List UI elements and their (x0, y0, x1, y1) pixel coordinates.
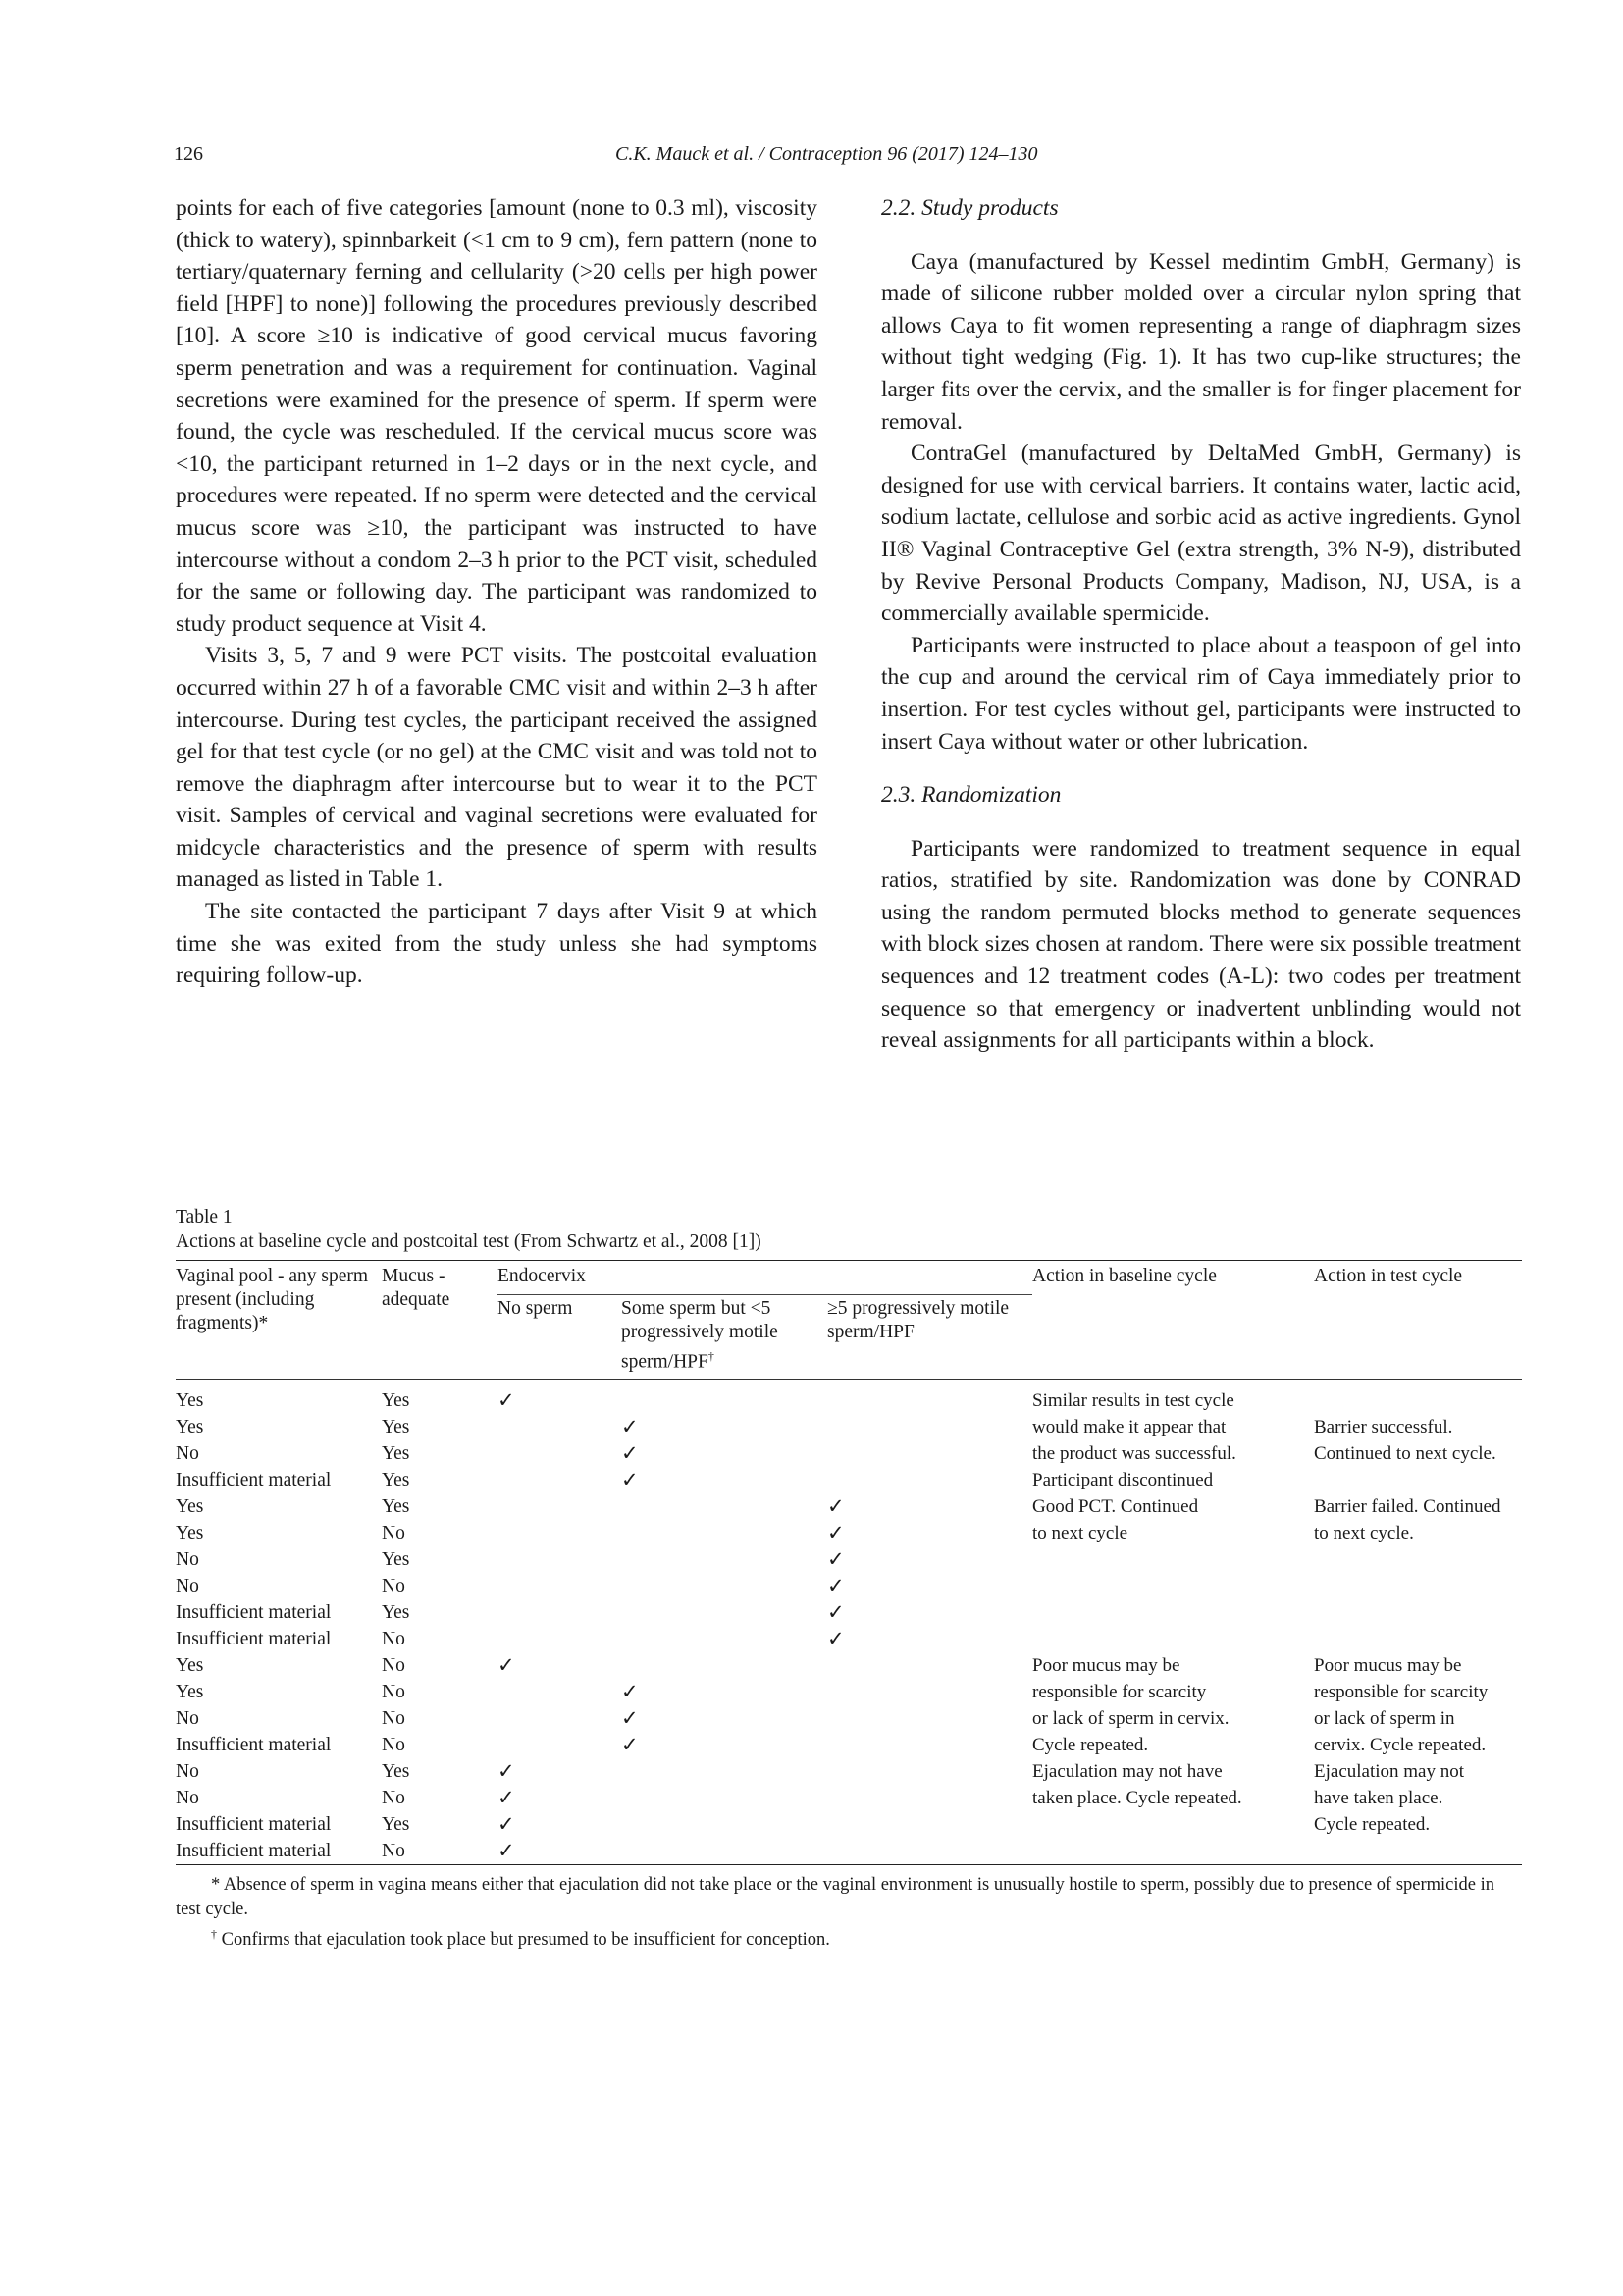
cell-test (1314, 1546, 1522, 1573)
cell-vaginal: No (176, 1575, 199, 1596)
cell-test: Barrier successful. (1314, 1416, 1453, 1437)
left-column (176, 192, 817, 992)
check-icon (621, 1838, 827, 1865)
cell-baseline: Ejaculation may not have (1032, 1760, 1223, 1782)
check-icon: ✓ (621, 1732, 639, 1756)
body-paragraph: Participants were instructed to place about a teaspoon of gel into the cup and around the cervical rim of Caya immediately prior to insertion. For test cycles without gel, participants were instructed to insert Caya without water or other lubrication. (881, 632, 1521, 755)
table-row (176, 1467, 1522, 1493)
table-caption: Actions at baseline cycle and postcoital test (From Schwartz et al., 2008 [1]) (176, 1231, 761, 1252)
header-no-sperm: No sperm (497, 1298, 573, 1319)
check-icon (621, 1626, 827, 1652)
cell-mucus: Yes (382, 1495, 410, 1517)
header-vaginal-pool: Vaginal pool - any sperm present (including fragments)* (176, 1266, 369, 1333)
body-paragraph: ContraGel (manufactured by DeltaMed GmbH, Germany) is designed for use with cervical barriers. It contains water, lactic acid, sodium lactate, cellulose and sorbic acid as active ingredients. Gynol II® Vaginal Contraceptive Gel (extra strength, 3% N-9), distributed by Revive Personal Products Company, Madison, NJ, USA, is a commercially available spermicide. (881, 441, 1521, 627)
body-paragraph: The site contacted the participant 7 days after Visit 9 at which time she was exited from the study unless she had symptoms requiring follow-up. (176, 899, 817, 989)
table-row (176, 1440, 1522, 1467)
cell-mucus: Yes (382, 1760, 410, 1782)
check-icon (621, 1758, 827, 1785)
table-row (176, 1573, 1522, 1599)
check-icon (621, 1573, 827, 1599)
check-icon (827, 1811, 1032, 1838)
check-icon (621, 1599, 827, 1626)
check-icon (827, 1467, 1032, 1493)
cell-baseline: Participant discontinued (1032, 1469, 1214, 1490)
table-1 (176, 1205, 1522, 1953)
cell-baseline: Cycle repeated. (1032, 1734, 1149, 1755)
check-icon (827, 1652, 1032, 1679)
cell-vaginal: Yes (176, 1495, 204, 1517)
check-icon (827, 1838, 1032, 1865)
footnote-dagger: † Confirms that ejaculation took place but presumed to be insufficient for conception. (211, 1926, 830, 1950)
cell-vaginal: Insufficient material (176, 1601, 332, 1623)
table-row (176, 1679, 1522, 1705)
cell-mucus: No (382, 1628, 405, 1649)
check-icon (827, 1440, 1032, 1467)
cell-vaginal: Insufficient material (176, 1840, 332, 1861)
table-row (176, 1493, 1522, 1520)
check-icon (497, 1520, 621, 1546)
cell-mucus: No (382, 1522, 405, 1543)
check-icon (621, 1493, 827, 1520)
running-head: C.K. Mauck et al. / Contraception 96 (2017) 124–130 (615, 143, 1038, 165)
check-icon: ✓ (827, 1626, 845, 1650)
cell-test: Cycle repeated. (1314, 1813, 1431, 1835)
cell-mucus: No (382, 1654, 405, 1676)
right-column (881, 192, 1521, 1057)
check-icon: ✓ (827, 1599, 845, 1624)
check-icon (497, 1599, 621, 1626)
section-heading: 2.3. Randomization (881, 782, 1062, 809)
cell-baseline: the product was successful. (1032, 1442, 1236, 1464)
cell-baseline: taken place. Cycle repeated. (1032, 1787, 1242, 1808)
check-icon (827, 1705, 1032, 1732)
check-icon: ✓ (827, 1573, 845, 1597)
table-row (176, 1758, 1522, 1785)
cell-baseline (1032, 1599, 1314, 1626)
check-icon (497, 1732, 621, 1758)
cell-test: responsible for scarcity (1314, 1681, 1489, 1702)
check-icon (827, 1679, 1032, 1705)
check-icon (621, 1652, 827, 1679)
cell-baseline (1032, 1838, 1314, 1865)
check-icon (827, 1758, 1032, 1785)
footnote-asterisk: * Absence of sperm in vagina means either that ejaculation did not take place or the vaginal environment is unusually hostile to sperm, possibly due to presence of spermicide in test cycle. (176, 1874, 1495, 1919)
cell-test: or lack of sperm in (1314, 1707, 1455, 1729)
check-icon: ✓ (497, 1758, 515, 1783)
cell-vaginal: Insufficient material (176, 1469, 332, 1490)
cell-test: to next cycle. (1314, 1522, 1414, 1543)
table-label: Table 1 (176, 1207, 233, 1227)
cell-vaginal: Yes (176, 1389, 204, 1411)
check-icon (621, 1546, 827, 1573)
cell-vaginal: Insufficient material (176, 1734, 332, 1755)
body-paragraph: Visits 3, 5, 7 and 9 were PCT visits. The postcoital evaluation occurred within 27 h of a favorable CMC visit and within 2–3 h after intercourse. During test cycles, the participant received the assigned gel for that test cycle (or no gel) at the CMC visit and was told not to remove the diaphragm after intercourse but to wear it to the PCT visit. Samples of cervical and vaginal secretions were evaluated for midcycle characteristics and the presence of sperm with results managed as listed in Table 1. (176, 643, 817, 893)
cell-baseline (1032, 1811, 1314, 1838)
cell-test (1314, 1838, 1522, 1865)
cell-mucus: Yes (382, 1442, 410, 1464)
cell-mucus: No (382, 1787, 405, 1808)
cell-vaginal: No (176, 1787, 199, 1808)
cell-test (1314, 1599, 1522, 1626)
check-icon (621, 1379, 827, 1414)
check-icon: ✓ (497, 1811, 515, 1836)
header-test-action: Action in test cycle (1314, 1266, 1463, 1286)
cell-test (1314, 1626, 1522, 1652)
actions-table (176, 1260, 1522, 1865)
cell-baseline: Poor mucus may be (1032, 1654, 1180, 1676)
cell-vaginal: No (176, 1707, 199, 1729)
cell-vaginal: Insufficient material (176, 1628, 332, 1649)
cell-mucus: Yes (382, 1416, 410, 1437)
header-five-plus: ≥5 progressively motile sperm/HPF (827, 1298, 1010, 1342)
check-icon: ✓ (827, 1546, 845, 1571)
check-icon (497, 1573, 621, 1599)
cell-vaginal: Yes (176, 1654, 204, 1676)
check-icon (497, 1440, 621, 1467)
cell-vaginal: Insufficient material (176, 1813, 332, 1835)
cell-mucus: No (382, 1681, 405, 1702)
table-row (176, 1785, 1522, 1811)
check-icon (497, 1493, 621, 1520)
check-icon: ✓ (497, 1838, 515, 1862)
cell-baseline: Similar results in test cycle (1032, 1389, 1234, 1411)
table-row (176, 1732, 1522, 1758)
section-heading: 2.2. Study products (881, 195, 1059, 221)
table-row (176, 1811, 1522, 1838)
cell-test: Ejaculation may not (1314, 1760, 1465, 1782)
check-icon: ✓ (827, 1520, 845, 1544)
check-icon: ✓ (497, 1652, 515, 1677)
table-row (176, 1599, 1522, 1626)
cell-baseline: would make it appear that (1032, 1416, 1227, 1437)
cell-test: Continued to next cycle. (1314, 1442, 1496, 1464)
check-icon (621, 1520, 827, 1546)
body-paragraph: Participants were randomized to treatment sequence in equal ratios, stratified by site. Randomization was done by CONRAD using the random permuted blocks method to generate sequences with block sizes chosen at random. There were six possible treatment sequences and 12 treatment codes (A-L): two codes per treatment sequence so that emergency or inadvertent unblinding would not reveal assignments for all participants within a block. (881, 835, 1521, 1054)
header-endocervix: Endocervix (497, 1261, 1032, 1295)
cell-mucus: Yes (382, 1469, 410, 1490)
check-icon (621, 1811, 827, 1838)
cell-mucus: No (382, 1575, 405, 1596)
check-icon (497, 1414, 621, 1440)
check-icon (827, 1379, 1032, 1414)
dagger-mark: † (707, 1349, 714, 1363)
cell-test (1314, 1379, 1522, 1414)
table-row (176, 1379, 1522, 1414)
cell-test (1314, 1573, 1522, 1599)
cell-baseline (1032, 1626, 1314, 1652)
cell-mucus: No (382, 1707, 405, 1729)
check-icon (497, 1467, 621, 1493)
table-row (176, 1546, 1522, 1573)
cell-test (1314, 1467, 1522, 1493)
cell-baseline: responsible for scarcity (1032, 1681, 1207, 1702)
table-row (176, 1626, 1522, 1652)
check-icon (497, 1626, 621, 1652)
table-row (176, 1414, 1522, 1440)
table-row (176, 1652, 1522, 1679)
cell-test: have taken place. (1314, 1787, 1443, 1808)
cell-vaginal: No (176, 1548, 199, 1570)
check-icon (827, 1785, 1032, 1811)
table-row (176, 1705, 1522, 1732)
cell-test: Poor mucus may be (1314, 1654, 1462, 1676)
table-row (176, 1520, 1522, 1546)
check-icon (621, 1785, 827, 1811)
header-baseline-action: Action in baseline cycle (1032, 1266, 1217, 1286)
cell-mucus: No (382, 1840, 405, 1861)
cell-mucus: Yes (382, 1601, 410, 1623)
check-icon (497, 1679, 621, 1705)
table-row (176, 1838, 1522, 1865)
cell-vaginal: Yes (176, 1681, 204, 1702)
cell-vaginal: No (176, 1442, 199, 1464)
cell-baseline: to next cycle (1032, 1522, 1128, 1543)
cell-mucus: Yes (382, 1813, 410, 1835)
body-paragraph: points for each of five categories [amount (none to 0.3 ml), viscosity (thick to watery), spinnbarkeit (<1 cm to 9 cm), fern pattern (none to tertiary/quaternary ferning and cellularity (>20 cells per high power field [HPF] to none)] following the procedures previously described [10]. A score ≥10 is indicative of good cervical mucus favoring sperm penetration and was a requirement for continuation. Vaginal secretions were examined for the presence of sperm. If sperm were found, the cycle was rescheduled. If the cervical mucus score was <10, the participant returned in 1–2 days or in the next cycle, and procedures were repeated. If no sperm were detected and the cervical mucus score was ≥10, the participant was instructed to have intercourse without a condom 2–3 h prior to the PCT visit, scheduled for the same or following day. The participant was randomized to study product sequence at Visit 4. (176, 195, 817, 637)
check-icon (497, 1705, 621, 1732)
check-icon (827, 1414, 1032, 1440)
cell-mucus: No (382, 1734, 405, 1755)
check-icon: ✓ (621, 1440, 639, 1465)
cell-baseline: or lack of sperm in cervix. (1032, 1707, 1230, 1729)
page-number: 126 (174, 143, 203, 165)
cell-test: Barrier failed. Continued (1314, 1495, 1501, 1517)
cell-baseline (1032, 1573, 1314, 1599)
check-icon: ✓ (827, 1493, 845, 1518)
check-icon: ✓ (497, 1785, 515, 1809)
check-icon: ✓ (497, 1387, 515, 1412)
check-icon (497, 1546, 621, 1573)
cell-vaginal: Yes (176, 1522, 204, 1543)
cell-vaginal: No (176, 1760, 199, 1782)
cell-baseline: Good PCT. Continued (1032, 1495, 1199, 1517)
body-paragraph: Caya (manufactured by Kessel medintim GmbH, Germany) is made of silicone rubber molded over a circular nylon spring that allows Caya to fit women representing a range of diaphragm sizes without tight wedging (Fig. 1). It has two cup-like structures; the larger fits over the cervix, and the smaller is for finger placement for removal. (881, 248, 1521, 435)
cell-test: cervix. Cycle repeated. (1314, 1734, 1487, 1755)
page-header (174, 143, 1525, 173)
check-icon: ✓ (621, 1679, 639, 1703)
cell-baseline (1032, 1546, 1314, 1573)
check-icon: ✓ (621, 1414, 639, 1438)
table-footnotes (176, 1873, 1522, 1953)
header-mucus: Mucus - adequate (382, 1266, 450, 1310)
cell-mucus: Yes (382, 1548, 410, 1570)
cell-mucus: Yes (382, 1389, 410, 1411)
cell-vaginal: Yes (176, 1416, 204, 1437)
header-some-sperm: Some sperm but <5 progressively motile sperm/HPF† (621, 1298, 778, 1373)
check-icon: ✓ (621, 1705, 639, 1730)
check-icon: ✓ (621, 1467, 639, 1491)
check-icon (827, 1732, 1032, 1758)
